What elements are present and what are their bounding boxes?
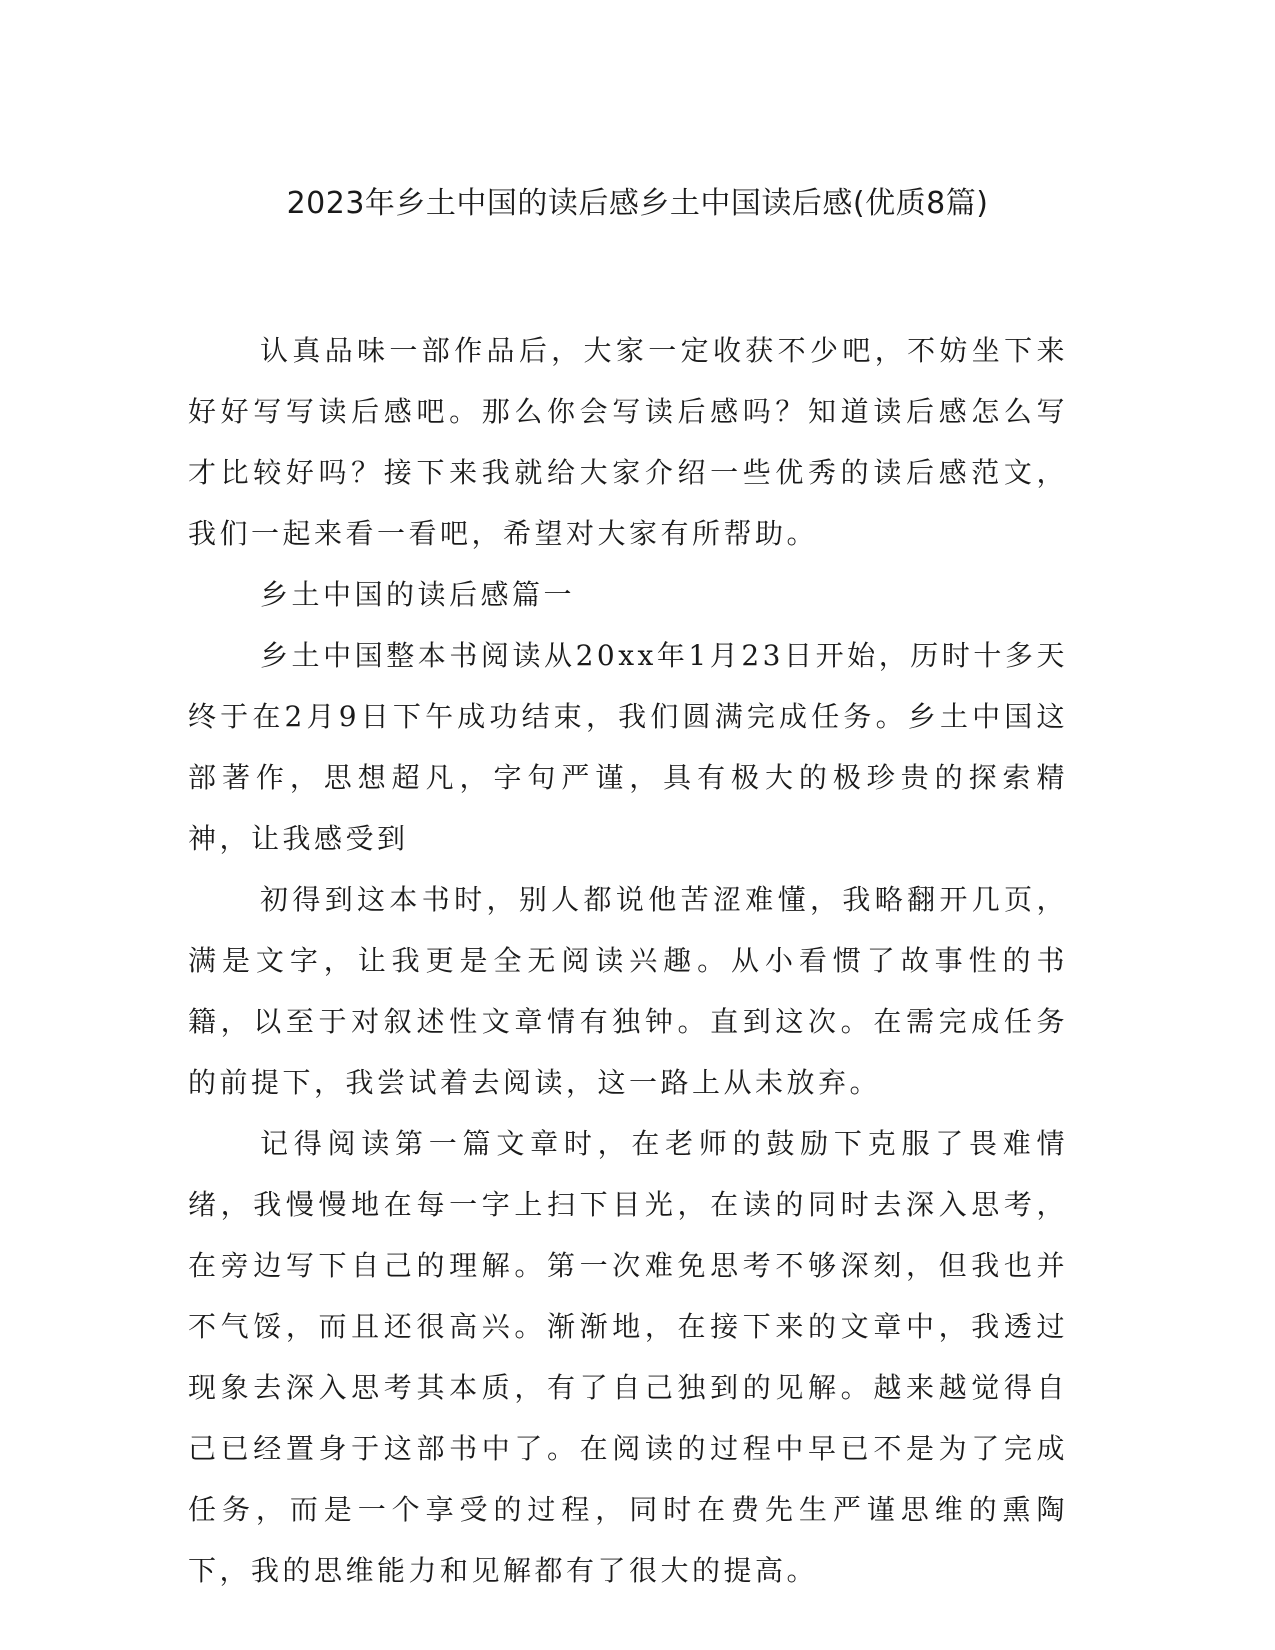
document-title: 2023年乡土中国的读后感乡土中国读后感(优质8篇) — [286, 186, 989, 221]
body-paragraph: 初得到这本书时，别人都说他苦涩难懂，我略翻开几页，满是文字，让我更是全无阅读兴趣。从小看惯了故事性的书籍，以至于对叙述性文章情有独钟。直到这次。在需完成任务的前提下，我尝试着去阅读，这一路上从未放弃。 — [188, 883, 1068, 1099]
body-paragraph: 乡土中国整本书阅读从20xx年1月23日开始，历时十多天终于在2月9日下午成功结束，我们圆满完成任务。乡土中国这部著作，思想超凡，字句严谨，具有极大的极珍贵的探索精神，让我感受到 — [188, 639, 1068, 855]
document-body — [188, 320, 1068, 1601]
body-paragraph: 记得阅读第一篇文章时，在老师的鼓励下克服了畏难情绪，我慢慢地在每一字上扫下目光，在读的同时去深入思考，在旁边写下自己的理解。第一次难免思考不够深刻，但我也并不气馁，而且还很高兴。渐渐地，在接下来的文章中，我透过现象去深入思考其本质，有了自己独到的见解。越来越觉得自己已经置身于这部书中了。在阅读的过程中早已不是为了完成任务，而是一个享受的过程，同时在费先生严谨思维的熏陶下，我的思维能力和见解都有了很大的提高。 — [188, 1127, 1068, 1587]
intro-paragraph: 认真品味一部作品后，大家一定收获不少吧，不妨坐下来好好写写读后感吧。那么你会写读后感吗？知道读后感怎么写才比较好吗？接下来我就给大家介绍一些优秀的读后感范文，我们一起来看一看吧，希望对大家有所帮助。 — [188, 334, 1068, 550]
section-heading: 乡土中国的读后感篇一 — [260, 578, 576, 611]
